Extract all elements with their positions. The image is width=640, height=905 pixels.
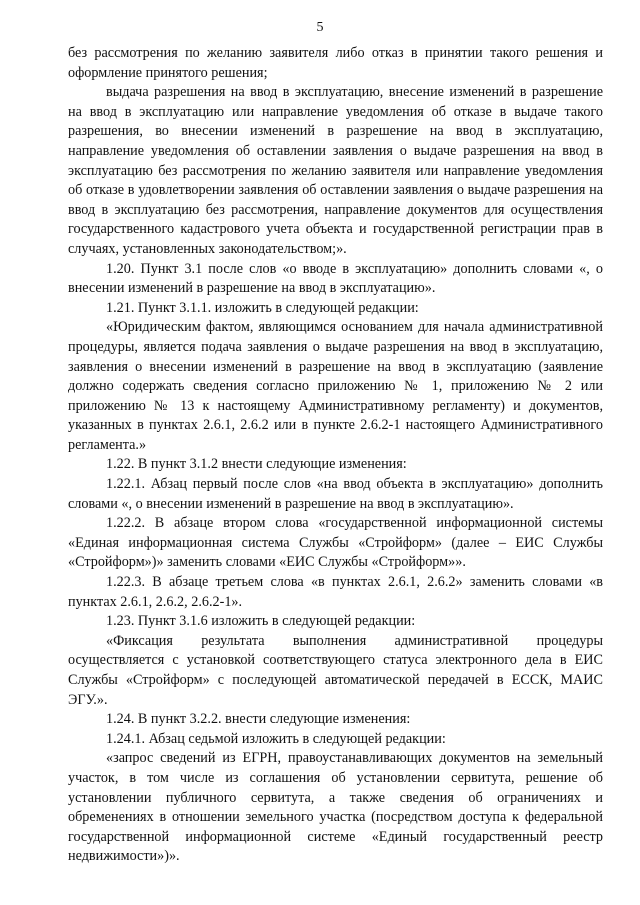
- paragraph: «Юридическим фактом, являющимся основанием для начала административной процедуры, является подача заявления о выдаче разрешения на ввод в эксплуатацию, заявления о внесении изменений в разрешение на ввод в эксплуатацию (заявление должно содержать сведения согласно приложению № 1, приложению № 2 или приложению № 13 к настоящему Административному регламенту) и документов, указанных в пунктах 2.6.1, 2.6.2 или в пункте 2.6.2-1 настоящего Административного регламента.»: [68, 319, 603, 453]
- paragraph: «запрос сведений из ЕГРН, правоустанавливающих документов на земельный участок, в том числе из соглашения об установлении сервитута, решение об установлении публичного сервитута, а также сведения об ограничениях и обременениях в отношении земельного участка (посредством доступа к федеральной государственной информационной системе «Единый государственный реестр недвижимости»)».: [68, 750, 603, 865]
- paragraph: 1.24. В пункт 3.2.2. внести следующие изменения:: [106, 711, 411, 728]
- document-body: [68, 44, 603, 867]
- paragraph: 1.23. Пункт 3.1.6 изложить в следующей редакции:: [106, 613, 416, 630]
- paragraph: 1.22.1. Абзац первый после слов «на ввод объекта в эксплуатацию» дополнить словами «, о внесении изменений в разрешение на ввод в эксплуатацию».: [68, 476, 603, 512]
- paragraph: 1.22. В пункт 3.1.2 внести следующие изменения:: [106, 456, 407, 473]
- paragraph: 1.22.2. В абзаце втором слова «государственной информационной системы «Единая информационная система Службы «Стройформ» (далее – ЕИС Службы «Стройформ»)» заменить словами «ЕИС Службы «Стройформ»».: [68, 515, 603, 571]
- page-number: 5: [316, 20, 324, 35]
- paragraph: без рассмотрения по желанию заявителя либо отказ в принятии такого решения и оформление принятого решения;: [68, 45, 603, 81]
- paragraph: 1.20. Пункт 3.1 после слов «о вводе в эксплуатацию» дополнить словами «, о внесении изменений в разрешение на ввод в эксплуатацию».: [68, 260, 603, 297]
- paragraph: 1.24.1. Абзац седьмой изложить в следующей редакции:: [106, 730, 446, 747]
- paragraph: 1.22.3. В абзаце третьем слова «в пунктах 2.6.1, 2.6.2» заменить словами «в пунктах 2.6.1, 2.6.2, 2.6.2-1».: [68, 574, 603, 610]
- paragraph: «Фиксация результата выполнения административной процедуры осуществляется с установкой соответствующего статуса электронного дела в ЕИС Службы «Стройформ» с последующей автоматической передачей в ЕССК, МАИС ЭГУ.».: [68, 632, 603, 708]
- paragraph: выдача разрешения на ввод в эксплуатацию, внесение изменений в разрешение на ввод в эксплуатацию или направление уведомления об отказе в выдаче такого разрешения, во внесении изменений в разрешение на ввод в эксплуатацию, направление уведомления об оставлении заявления о выдаче разрешения на ввод в эксплуатацию без рассмотрения по желанию заявителя или направление уведомления об отказе в удовлетворении заявления об оставлении заявления о выдаче разрешения на ввод в эксплуатацию без рассмотрения, направление документов для осуществления государственного кадастрового учета объекта и государственной регистрации прав в случаях, установленных законодательством;».: [68, 84, 603, 257]
- paragraph: 1.21. Пункт 3.1.1. изложить в следующей редакции:: [106, 299, 419, 316]
